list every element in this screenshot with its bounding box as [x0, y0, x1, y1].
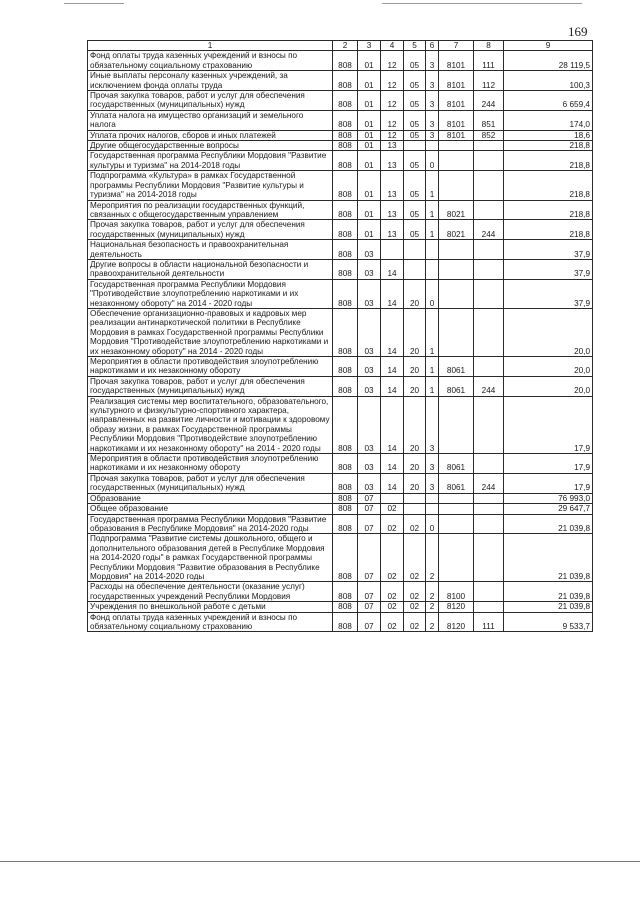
subsection-code-cell: 14 [381, 308, 404, 356]
subprogram-code-cell: 2 [426, 582, 439, 602]
admin-code-cell: 808 [333, 396, 358, 453]
subsection-code-cell: 13 [381, 220, 404, 240]
admin-code-cell: 808 [333, 51, 358, 71]
section-code-cell: 07 [358, 504, 381, 514]
header-col-1: 1 [88, 41, 333, 51]
amount-cell: 18,6 [504, 130, 593, 140]
program-code-cell: 20 [404, 308, 426, 356]
amount-cell: 76 993,0 [504, 493, 593, 503]
row-name-cell: Государственная программа Республики Мордовия "Развитие образования в Республике Мордовия" на 2014-2020 годы [88, 514, 333, 534]
expense-type-cell [474, 151, 504, 171]
amount-cell: 6 659,4 [504, 91, 593, 111]
row-name-cell: Обеспечение организационно-правовых и кадровых мер реализации антинаркотической политики в Республике Мордовия в рамках Государственной программы Республики Мордовия "Противодействие злоупотреблению наркотиками и их незаконному обороту" на 2014 - 2020 годы [88, 308, 333, 356]
table-row [88, 279, 593, 308]
section-code-cell: 01 [358, 91, 381, 111]
direction-code-cell: 8101 [439, 71, 474, 91]
amount-cell: 17,9 [504, 473, 593, 493]
row-name-cell: Иные выплаты персоналу казенных учреждений, за исключением фонда оплаты труда [88, 71, 333, 91]
section-code-cell: 03 [358, 396, 381, 453]
section-code-cell: 07 [358, 493, 381, 503]
expense-type-cell: 244 [474, 91, 504, 111]
admin-code-cell: 808 [333, 582, 358, 602]
admin-code-cell: 808 [333, 141, 358, 151]
expense-type-cell [474, 602, 504, 612]
amount-cell: 218,8 [504, 220, 593, 240]
row-name-cell: Фонд оплаты труда казенных учреждений и взносы по обязательному социальному страхованию [88, 51, 333, 71]
program-code-cell: 20 [404, 473, 426, 493]
table-row [88, 240, 593, 260]
amount-cell: 218,8 [504, 151, 593, 171]
direction-code-cell: 8061 [439, 473, 474, 493]
program-code-cell [404, 240, 426, 260]
expense-type-cell [474, 534, 504, 582]
table-row [88, 110, 593, 130]
subprogram-code-cell: 3 [426, 110, 439, 130]
table-row [88, 71, 593, 91]
expense-type-cell [474, 259, 504, 279]
section-code-cell: 07 [358, 612, 381, 632]
row-name-cell: Мероприятия в области противодействия злоупотреблению наркотиками и их незаконному обороту [88, 357, 333, 377]
section-code-cell: 07 [358, 514, 381, 534]
subprogram-code-cell: 3 [426, 454, 439, 474]
section-code-cell: 07 [358, 602, 381, 612]
row-name-cell: Прочая закупка товаров, работ и услуг для обеспечения государственных (муниципальных) нужд [88, 91, 333, 111]
direction-code-cell: 8061 [439, 376, 474, 396]
table-row [88, 141, 593, 151]
subsection-code-cell: 02 [381, 582, 404, 602]
admin-code-cell: 808 [333, 534, 358, 582]
row-name-cell: Подпрограмма «Культура» в рамках Государственной программы Республики Мордовия "Развитие культуры и туризма" на 2014-2018 годы [88, 171, 333, 200]
subsection-code-cell: 12 [381, 91, 404, 111]
direction-code-cell [439, 279, 474, 308]
section-code-cell: 01 [358, 71, 381, 91]
amount-cell: 218,8 [504, 200, 593, 220]
amount-cell: 20,0 [504, 357, 593, 377]
expense-type-cell [474, 308, 504, 356]
program-code-cell: 02 [404, 602, 426, 612]
expense-type-cell [474, 240, 504, 260]
direction-code-cell [439, 171, 474, 200]
subsection-code-cell: 14 [381, 396, 404, 453]
subprogram-code-cell [426, 259, 439, 279]
row-name-cell: Фонд оплаты труда казенных учреждений и взносы по обязательному социальному страхованию [88, 612, 333, 632]
row-name-cell: Расходы на обеспечение деятельности (оказание услуг) государственных учреждений Республики Мордовия [88, 582, 333, 602]
row-name-cell: Государственная программа Республики Мордовия "Развитие культуры и туризма" на 2014-2018 годы [88, 151, 333, 171]
table-body [88, 51, 593, 632]
table-row [88, 396, 593, 453]
section-code-cell: 03 [358, 308, 381, 356]
scan-edge-line-right [382, 3, 582, 4]
amount-cell: 9 533,7 [504, 612, 593, 632]
subsection-code-cell: 13 [381, 200, 404, 220]
admin-code-cell: 808 [333, 612, 358, 632]
subprogram-code-cell: 3 [426, 130, 439, 140]
table-row [88, 454, 593, 474]
subprogram-code-cell: 1 [426, 220, 439, 240]
table-row [88, 171, 593, 200]
direction-code-cell [439, 308, 474, 356]
direction-code-cell [439, 151, 474, 171]
row-name-cell: Мероприятия по реализации государственных функций, связанных с общегосударственным управлением [88, 200, 333, 220]
subprogram-code-cell: 1 [426, 376, 439, 396]
row-name-cell: Мероприятия в области противодействия злоупотреблению наркотиками и их незаконному обороту [88, 454, 333, 474]
admin-code-cell: 808 [333, 200, 358, 220]
admin-code-cell: 808 [333, 220, 358, 240]
amount-cell: 21 039,8 [504, 534, 593, 582]
program-code-cell: 05 [404, 130, 426, 140]
direction-code-cell: 8021 [439, 200, 474, 220]
subsection-code-cell: 02 [381, 514, 404, 534]
budget-allocation-table [87, 40, 593, 632]
subsection-code-cell: 14 [381, 279, 404, 308]
amount-cell: 17,9 [504, 454, 593, 474]
program-code-cell [404, 493, 426, 503]
program-code-cell: 02 [404, 514, 426, 534]
subprogram-code-cell: 1 [426, 200, 439, 220]
subprogram-code-cell: 1 [426, 171, 439, 200]
direction-code-cell: 8101 [439, 110, 474, 130]
direction-code-cell: 8120 [439, 602, 474, 612]
expense-type-cell: 244 [474, 376, 504, 396]
subprogram-code-cell: 0 [426, 279, 439, 308]
section-code-cell: 07 [358, 582, 381, 602]
amount-cell: 218,8 [504, 171, 593, 200]
row-name-cell: Государственная программа Республики Мордовия "Противодействие злоупотреблению наркотиками и их незаконному обороту" на 2014 - 2020 годы [88, 279, 333, 308]
subsection-code-cell: 02 [381, 612, 404, 632]
admin-code-cell: 808 [333, 71, 358, 91]
row-name-cell: Подпрограмма "Развитие системы дошкольного, общего и дополнительного образования детей в Республике Мордовия на 2014-2020 годы" в рамках Государственной программы Республики Мордовия "Развитие образования в Республике Мордовия" на 2014-2020 годы [88, 534, 333, 582]
expense-type-cell [474, 514, 504, 534]
admin-code-cell: 808 [333, 514, 358, 534]
table-row [88, 130, 593, 140]
admin-code-cell: 808 [333, 91, 358, 111]
program-code-cell: 05 [404, 51, 426, 71]
program-code-cell [404, 504, 426, 514]
program-code-cell: 05 [404, 151, 426, 171]
program-code-cell: 05 [404, 171, 426, 200]
expense-type-cell [474, 200, 504, 220]
subprogram-code-cell [426, 493, 439, 503]
program-code-cell: 02 [404, 612, 426, 632]
subsection-code-cell: 14 [381, 473, 404, 493]
table-row [88, 220, 593, 240]
expense-type-cell: 111 [474, 612, 504, 632]
amount-cell: 174,0 [504, 110, 593, 130]
expense-type-cell [474, 493, 504, 503]
header-col-8: 8 [474, 41, 504, 51]
subsection-code-cell: 12 [381, 130, 404, 140]
amount-cell: 29 647,7 [504, 504, 593, 514]
row-name-cell: Уплата налога на имущество организаций и земельного налога [88, 110, 333, 130]
page-bottom-rule [0, 861, 640, 862]
expense-type-cell [474, 396, 504, 453]
subsection-code-cell: 02 [381, 534, 404, 582]
table-row [88, 308, 593, 356]
amount-cell: 37,9 [504, 279, 593, 308]
section-code-cell: 03 [358, 279, 381, 308]
admin-code-cell: 808 [333, 376, 358, 396]
direction-code-cell: 8021 [439, 220, 474, 240]
table-row [88, 473, 593, 493]
admin-code-cell: 808 [333, 130, 358, 140]
program-code-cell: 20 [404, 357, 426, 377]
admin-code-cell: 808 [333, 240, 358, 260]
direction-code-cell [439, 141, 474, 151]
section-code-cell: 03 [358, 259, 381, 279]
section-code-cell: 01 [358, 51, 381, 71]
amount-cell: 37,9 [504, 240, 593, 260]
subprogram-code-cell: 3 [426, 51, 439, 71]
row-name-cell: Уплата прочих налогов, сборов и иных платежей [88, 130, 333, 140]
row-name-cell: Учреждения по внешкольной работе с детьми [88, 602, 333, 612]
page-number: 169 [568, 24, 588, 39]
table-row [88, 376, 593, 396]
direction-code-cell: 8101 [439, 91, 474, 111]
header-col-3: 3 [358, 41, 381, 51]
subprogram-code-cell: 2 [426, 612, 439, 632]
table-row [88, 582, 593, 602]
direction-code-cell [439, 396, 474, 453]
section-code-cell: 03 [358, 454, 381, 474]
expense-type-cell: 852 [474, 130, 504, 140]
table-row [88, 357, 593, 377]
subsection-code-cell: 12 [381, 71, 404, 91]
amount-cell: 20,0 [504, 376, 593, 396]
direction-code-cell: 8101 [439, 51, 474, 71]
header-col-7: 7 [439, 41, 474, 51]
direction-code-cell: 8061 [439, 454, 474, 474]
expense-type-cell: 112 [474, 71, 504, 91]
admin-code-cell: 808 [333, 493, 358, 503]
section-code-cell: 03 [358, 357, 381, 377]
header-col-9: 9 [504, 41, 593, 51]
admin-code-cell: 808 [333, 171, 358, 200]
expense-type-cell [474, 454, 504, 474]
admin-code-cell: 808 [333, 259, 358, 279]
direction-code-cell: 8100 [439, 582, 474, 602]
program-code-cell: 05 [404, 200, 426, 220]
admin-code-cell: 808 [333, 279, 358, 308]
subprogram-code-cell: 2 [426, 534, 439, 582]
row-name-cell: Общее образование [88, 504, 333, 514]
direction-code-cell [439, 514, 474, 534]
section-code-cell: 01 [358, 220, 381, 240]
section-code-cell: 03 [358, 240, 381, 260]
subprogram-code-cell: 1 [426, 357, 439, 377]
row-name-cell: Другие общегосударственные вопросы [88, 141, 333, 151]
table-row [88, 602, 593, 612]
table-row [88, 151, 593, 171]
row-name-cell: Прочая закупка товаров, работ и услуг для обеспечения государственных (муниципальных) нужд [88, 473, 333, 493]
amount-cell: 17,9 [504, 396, 593, 453]
direction-code-cell [439, 534, 474, 582]
row-name-cell: Реализация системы мер воспитательного, образовательного, культурного и физкультурно-спортивного характера, направленных на развитие личности и мотивации к здоровому образу жизни, в рамках Государственной программы Республики Мордовия "Противодействие злоупотреблению наркотиками и их незаконному обороту" на 2014 - 2020 годы [88, 396, 333, 453]
header-col-5: 5 [404, 41, 426, 51]
subsection-code-cell: 14 [381, 376, 404, 396]
expense-type-cell [474, 279, 504, 308]
subsection-code-cell: 02 [381, 504, 404, 514]
subprogram-code-cell: 2 [426, 602, 439, 612]
amount-cell: 21 039,8 [504, 582, 593, 602]
admin-code-cell: 808 [333, 308, 358, 356]
program-code-cell: 20 [404, 279, 426, 308]
subprogram-code-cell [426, 240, 439, 260]
amount-cell: 100,3 [504, 71, 593, 91]
admin-code-cell: 808 [333, 504, 358, 514]
direction-code-cell [439, 259, 474, 279]
scan-edge-line-left [64, 3, 124, 4]
subprogram-code-cell: 0 [426, 151, 439, 171]
subprogram-code-cell: 3 [426, 71, 439, 91]
expense-type-cell [474, 141, 504, 151]
subsection-code-cell: 14 [381, 454, 404, 474]
header-col-2: 2 [333, 41, 358, 51]
admin-code-cell: 808 [333, 454, 358, 474]
amount-cell: 21 039,8 [504, 514, 593, 534]
program-code-cell [404, 141, 426, 151]
expense-type-cell [474, 171, 504, 200]
expense-type-cell: 111 [474, 51, 504, 71]
section-code-cell: 01 [358, 141, 381, 151]
amount-cell: 28 119,5 [504, 51, 593, 71]
expense-type-cell: 244 [474, 473, 504, 493]
section-code-cell: 03 [358, 376, 381, 396]
direction-code-cell: 8120 [439, 612, 474, 632]
row-name-cell: Национальная безопасность и правоохранительная деятельность [88, 240, 333, 260]
subsection-code-cell: 12 [381, 51, 404, 71]
amount-cell: 218,8 [504, 141, 593, 151]
table-row [88, 200, 593, 220]
subsection-code-cell: 13 [381, 171, 404, 200]
subprogram-code-cell: 3 [426, 396, 439, 453]
amount-cell: 37,9 [504, 259, 593, 279]
table-row [88, 51, 593, 71]
subprogram-code-cell: 0 [426, 514, 439, 534]
program-code-cell: 20 [404, 396, 426, 453]
program-code-cell: 20 [404, 454, 426, 474]
admin-code-cell: 808 [333, 110, 358, 130]
subsection-code-cell: 14 [381, 357, 404, 377]
program-code-cell: 05 [404, 71, 426, 91]
admin-code-cell: 808 [333, 473, 358, 493]
header-col-6: 6 [426, 41, 439, 51]
subsection-code-cell: 13 [381, 141, 404, 151]
program-code-cell: 20 [404, 376, 426, 396]
subsection-code-cell: 13 [381, 151, 404, 171]
amount-cell: 21 039,8 [504, 602, 593, 612]
section-code-cell: 01 [358, 151, 381, 171]
admin-code-cell: 808 [333, 151, 358, 171]
direction-code-cell [439, 240, 474, 260]
expense-type-cell [474, 582, 504, 602]
subsection-code-cell: 12 [381, 110, 404, 130]
subsection-code-cell: 14 [381, 259, 404, 279]
section-code-cell: 03 [358, 473, 381, 493]
table-row [88, 493, 593, 503]
table-row [88, 259, 593, 279]
direction-code-cell [439, 493, 474, 503]
row-name-cell: Другие вопросы в области национальной безопасности и правоохранительной деятельности [88, 259, 333, 279]
expense-type-cell [474, 357, 504, 377]
section-code-cell: 01 [358, 171, 381, 200]
section-code-cell: 07 [358, 534, 381, 582]
direction-code-cell: 8101 [439, 130, 474, 140]
subsection-code-cell: 02 [381, 602, 404, 612]
table-row [88, 91, 593, 111]
program-code-cell [404, 259, 426, 279]
header-col-4: 4 [381, 41, 404, 51]
table-row [88, 504, 593, 514]
subsection-code-cell [381, 493, 404, 503]
program-code-cell: 02 [404, 534, 426, 582]
section-code-cell: 01 [358, 200, 381, 220]
subprogram-code-cell [426, 141, 439, 151]
section-code-cell: 01 [358, 110, 381, 130]
amount-cell: 20,0 [504, 308, 593, 356]
table-row [88, 534, 593, 582]
section-code-cell: 01 [358, 130, 381, 140]
program-code-cell: 05 [404, 220, 426, 240]
subprogram-code-cell [426, 504, 439, 514]
direction-code-cell: 8061 [439, 357, 474, 377]
table-row [88, 612, 593, 632]
program-code-cell: 05 [404, 91, 426, 111]
subprogram-code-cell: 3 [426, 91, 439, 111]
program-code-cell: 02 [404, 582, 426, 602]
admin-code-cell: 808 [333, 357, 358, 377]
admin-code-cell: 808 [333, 602, 358, 612]
subsection-code-cell [381, 240, 404, 260]
expense-type-cell: 851 [474, 110, 504, 130]
subprogram-code-cell: 1 [426, 308, 439, 356]
row-name-cell: Прочая закупка товаров, работ и услуг для обеспечения государственных (муниципальных) нужд [88, 376, 333, 396]
subprogram-code-cell: 3 [426, 473, 439, 493]
program-code-cell: 05 [404, 110, 426, 130]
row-name-cell: Прочая закупка товаров, работ и услуг для обеспечения государственных (муниципальных) нужд [88, 220, 333, 240]
table-row [88, 514, 593, 534]
row-name-cell: Образование [88, 493, 333, 503]
expense-type-cell: 244 [474, 220, 504, 240]
direction-code-cell [439, 504, 474, 514]
expense-type-cell [474, 504, 504, 514]
table-header-row [88, 41, 593, 51]
